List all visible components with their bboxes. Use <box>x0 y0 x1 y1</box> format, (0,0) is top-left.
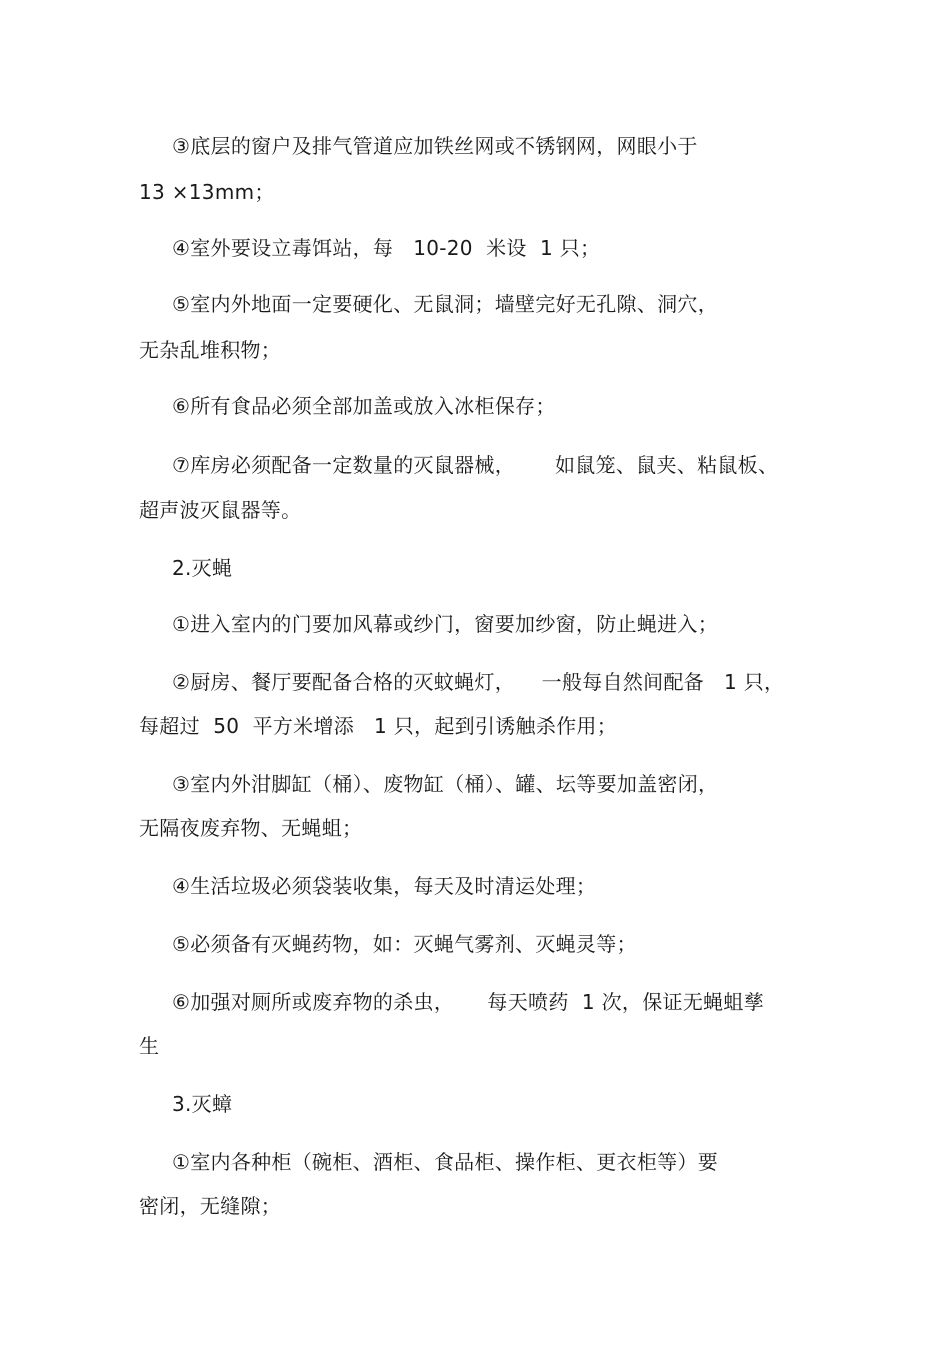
paragraph-line: ⑥所有食品必须全部加盖或放入冰柜保存； <box>172 394 556 418</box>
paragraph-line: 13 ×13mm； <box>139 180 275 204</box>
paragraph-line: 密闭，无缝隙； <box>139 1194 282 1218</box>
paragraph-line: 每超过 50 平方米增添 1 只，起到引诱触杀作用； <box>139 714 618 738</box>
paragraph-line: 无杂乱堆积物； <box>139 338 282 362</box>
paragraph-line: 超声波灭鼠器等。 <box>139 498 302 522</box>
paragraph-line: ⑦库房必须配备一定数量的灭鼠器械， 如鼠笼、鼠夹、粘鼠板、 <box>172 453 779 477</box>
paragraph-line: ③底层的窗户及排气管道应加铁丝网或不锈钢网，网眼小于 <box>172 134 698 158</box>
paragraph-line: ①进入室内的门要加风幕或纱门，窗要加纱窗，防止蝇进入； <box>172 612 719 636</box>
paragraph-line: ⑤室内外地面一定要硬化、无鼠洞；墙壁完好无孔隙、洞穴， <box>172 292 719 316</box>
paragraph-line: ②厨房、餐厅要配备合格的灭蚊蝇灯， 一般每自然间配备 1 只， <box>172 670 785 694</box>
paragraph-line: ①室内各种柜（碗柜、酒柜、食品柜、操作柜、更衣柜等）要 <box>172 1150 719 1174</box>
paragraph-line: ⑤必须备有灭蝇药物，如：灭蝇气雾剂、灭蝇灵等； <box>172 932 637 956</box>
paragraph-line: ⑥加强对厕所或废弃物的杀虫， 每天喷药 1 次，保证无蝇蛆孳 <box>172 990 765 1014</box>
paragraph-line: ④室外要设立毒饵站，每 10-20 米设 1 只； <box>172 236 601 260</box>
paragraph-line: ④生活垃圾必须袋装收集，每天及时清运处理； <box>172 874 597 898</box>
paragraph-line: 无隔夜废弃物、无蝇蛆； <box>139 816 363 840</box>
paragraph-line: ③室内外泔脚缸（桶）、废物缸（桶）、罐、坛等要加盖密闭， <box>172 772 719 796</box>
paragraph-line: 生 <box>139 1034 160 1058</box>
section-heading: 2.灭蝇 <box>172 556 233 580</box>
section-heading: 3.灭蟑 <box>172 1092 233 1116</box>
